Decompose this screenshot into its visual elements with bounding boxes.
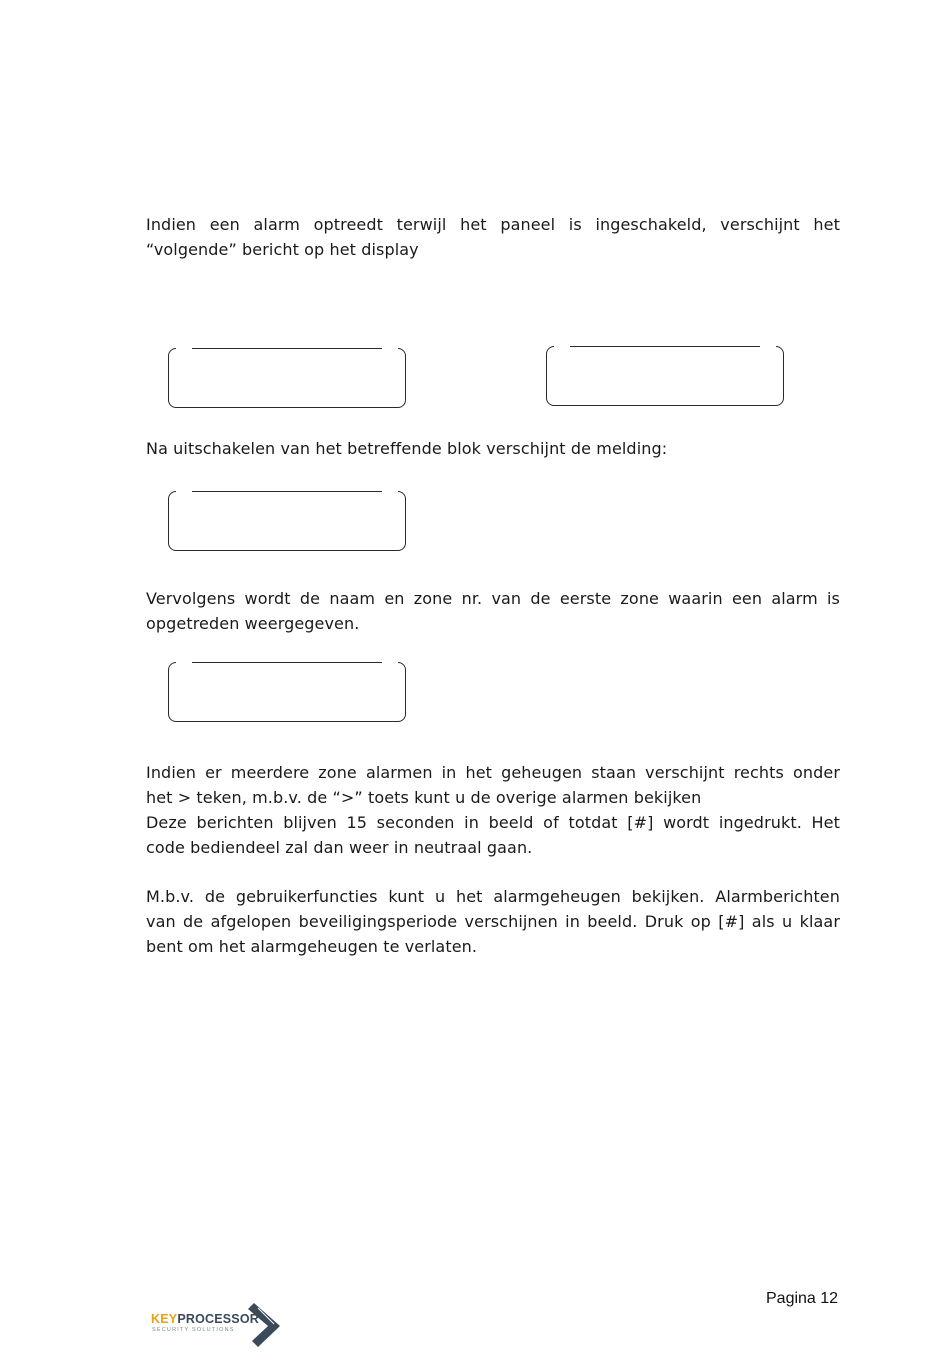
- logo-tagline: SECURITY SOLUTIONS: [152, 1327, 235, 1333]
- text-line: Na uitschakelen van het betreffende blok verschijnt de melding:: [146, 439, 668, 458]
- paragraph-first-zone: [146, 586, 840, 636]
- company-logo: [148, 1300, 288, 1350]
- logo-chevron-icon: [246, 1300, 286, 1350]
- text-line: Vervolgens wordt de naam en zone nr. van de eerste zone waarin een alarm is: [146, 589, 840, 608]
- paragraph-alarm-intro: [146, 212, 840, 262]
- text-line: Indien een alarm optreedt terwijl het paneel is ingeschakeld, verschijnt het: [146, 215, 840, 234]
- lcd-display-box: [168, 491, 406, 551]
- page-number: Pagina 12: [766, 1290, 839, 1307]
- text-line: Deze berichten blijven 15 seconden in beeld of totdat [#] wordt ingedrukt. Het: [146, 813, 840, 832]
- text-line: het > teken, m.b.v. de “>” toets kunt u de overige alarmen bekijken: [146, 788, 702, 807]
- paragraph-after-disarm: [146, 436, 840, 461]
- logo-word-key: KEY: [151, 1312, 178, 1326]
- text-line: van de afgelopen beveiligingsperiode verschijnen in beeld. Druk op [#] als u klaar: [146, 912, 840, 931]
- paragraph-alarm-memory: [146, 884, 840, 959]
- text-line: code bediendeel zal dan weer in neutraal gaan.: [146, 838, 533, 857]
- lcd-display-box: [168, 348, 406, 408]
- paragraph-multiple-alarms: [146, 760, 840, 860]
- logo-wordmark: [151, 1312, 259, 1326]
- text-line: opgetreden weergegeven.: [146, 614, 360, 633]
- logo-word-processor: PROCESSOR: [177, 1312, 259, 1326]
- text-line: M.b.v. de gebruikerfuncties kunt u het alarmgeheugen bekijken. Alarmberichten: [146, 887, 840, 906]
- text-line: Indien er meerdere zone alarmen in het geheugen staan verschijnt rechts onder: [146, 763, 840, 782]
- text-line: bent om het alarmgeheugen te verlaten.: [146, 937, 478, 956]
- lcd-display-box: [546, 346, 784, 406]
- text-line: “volgende” bericht op het display: [146, 240, 419, 259]
- lcd-display-box: [168, 662, 406, 722]
